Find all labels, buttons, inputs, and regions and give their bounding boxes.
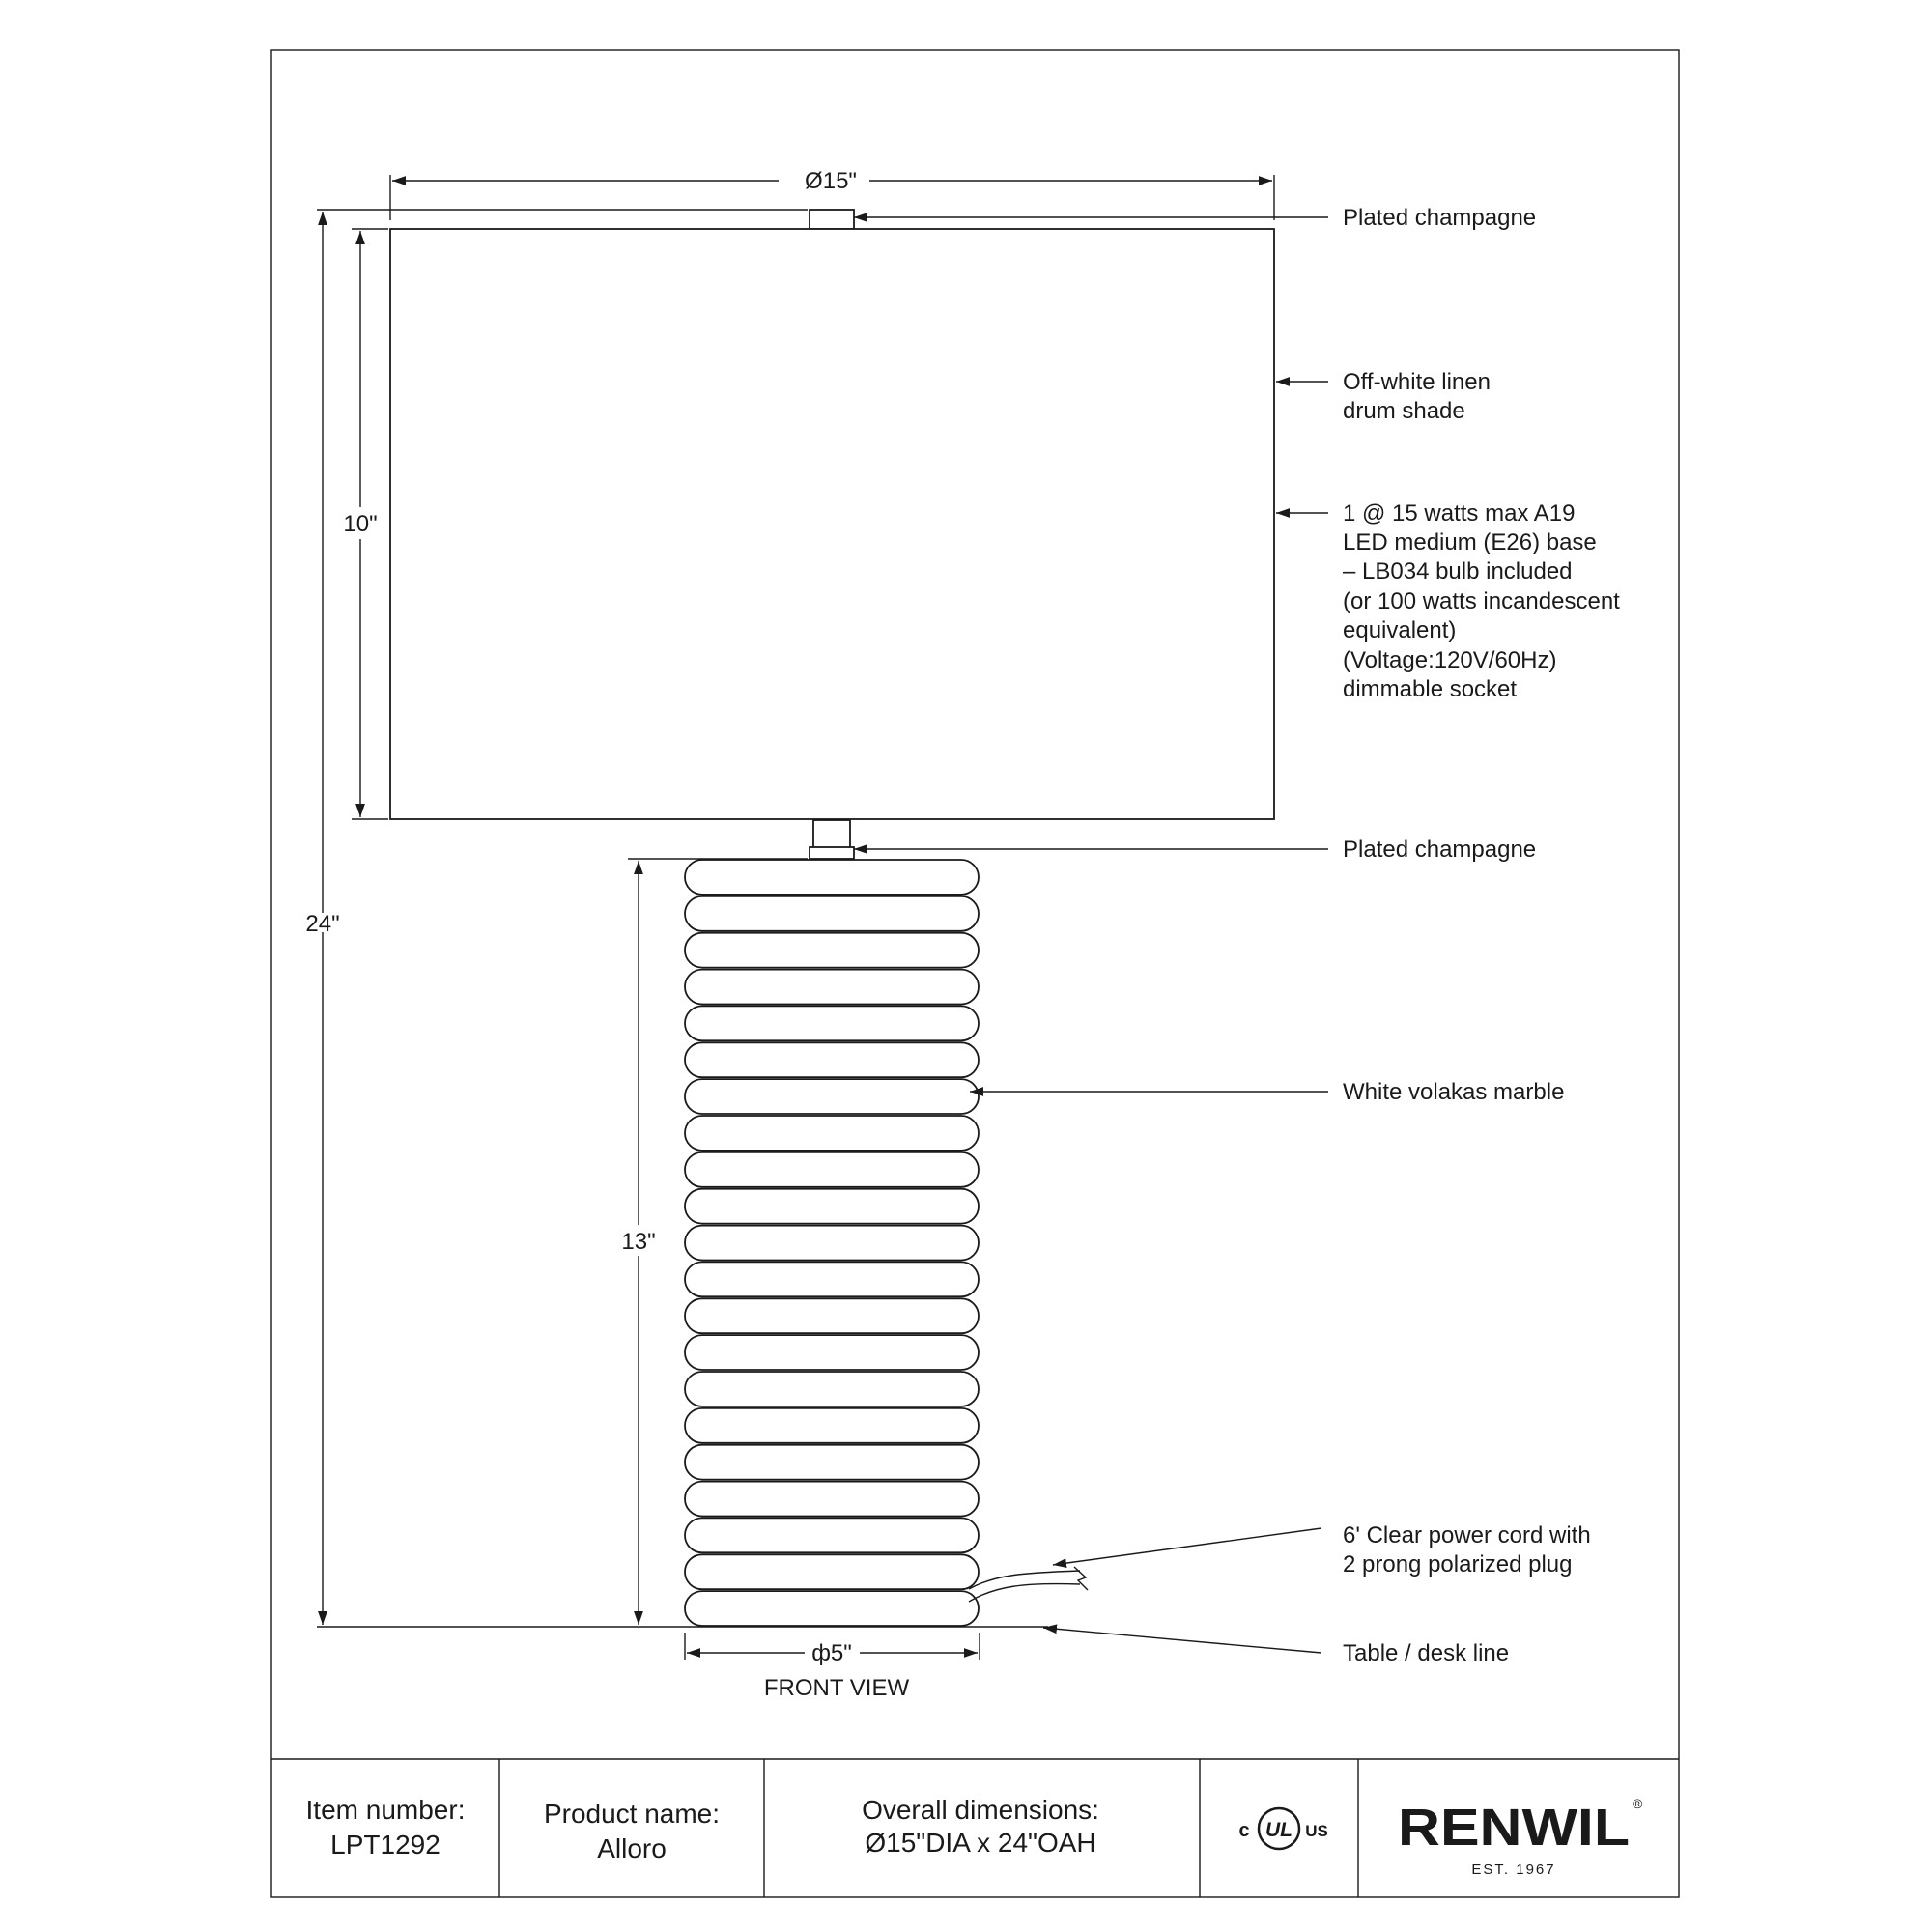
power-cord-lower [969, 1584, 1080, 1602]
base-rib [685, 860, 979, 895]
neck-cap [810, 847, 854, 859]
drum-shade [390, 229, 1274, 819]
item-number-label: Item number: [305, 1795, 466, 1825]
lamp-front-view [317, 210, 1274, 1627]
power-cord [969, 1571, 1080, 1589]
base-rib [685, 970, 979, 1005]
base-rib [685, 1445, 979, 1480]
base-rib [685, 1298, 979, 1333]
callout-bulb-1: 1 @ 15 watts max A19 [1343, 500, 1576, 526]
callout-bulb-4: (or 100 watts incandescent [1343, 588, 1620, 614]
base-rib [685, 1372, 979, 1406]
base-rib [685, 1226, 979, 1261]
dim-base-diameter: ф5" [811, 1640, 852, 1666]
callout-cord-1: 6' Clear power cord with [1343, 1522, 1591, 1548]
base-rib [685, 1554, 979, 1589]
brand-established: EST. 1967 [1471, 1861, 1556, 1878]
callout-shade-2: drum shade [1343, 398, 1465, 424]
base-rib [685, 1591, 979, 1626]
dim-shade-diameter: Ø15" [805, 168, 857, 194]
base-rib [685, 1518, 979, 1552]
neck-stem [813, 820, 850, 848]
base-rib [685, 896, 979, 931]
dim-overall-height: 24" [305, 911, 340, 937]
base-rib [685, 1042, 979, 1077]
overall-dimensions-value: Ø15"DIA x 24"OAH [865, 1828, 1096, 1858]
product-name-value: Alloro [597, 1833, 667, 1863]
callout-bulb-5: equivalent) [1343, 617, 1457, 643]
ul-logo-ul: UL [1265, 1819, 1293, 1841]
brand-registered-mark: ® [1633, 1796, 1643, 1811]
base-rib [685, 1079, 979, 1114]
base-rib [685, 1006, 979, 1040]
base-rib [685, 1335, 979, 1370]
ul-logo-c: c [1238, 1820, 1250, 1841]
base-rib [685, 1152, 979, 1187]
title-block [271, 1759, 1679, 1897]
finial [810, 210, 854, 229]
base-rib [685, 1262, 979, 1296]
overall-dimensions-label: Overall dimensions: [862, 1795, 1099, 1825]
callout-cord-2: 2 prong polarized plug [1343, 1551, 1573, 1577]
callout-bulb-2: LED medium (E26) base [1343, 529, 1597, 555]
ul-logo-us: US [1305, 1822, 1328, 1840]
base-rib [685, 1482, 979, 1517]
callout-table: Table / desk line [1343, 1640, 1510, 1666]
callout-neck: Plated champagne [1343, 837, 1537, 863]
product-name-label: Product name: [543, 1799, 721, 1829]
callout-shade-1: Off-white linen [1343, 369, 1491, 395]
callout-bulb-6: (Voltage:120V/60Hz) [1343, 647, 1557, 673]
ul-listed-logo [1238, 1808, 1327, 1849]
item-number-value: LPT1292 [330, 1830, 440, 1860]
callout-bulb-7: dimmable socket [1343, 676, 1518, 702]
callout-base: White volakas marble [1343, 1079, 1565, 1105]
dim-shade-height: 10" [343, 511, 378, 537]
base-rib [685, 1116, 979, 1151]
base-rib [685, 933, 979, 968]
callout-bulb-3: – LB034 bulb included [1343, 558, 1573, 584]
ribbed-marble-base [685, 860, 979, 1626]
dim-base-height: 13" [621, 1229, 656, 1255]
callout-finial: Plated champagne [1343, 205, 1537, 231]
base-rib [685, 1189, 979, 1224]
base-rib [685, 1408, 979, 1443]
brand-logo: RENWIL [1398, 1799, 1630, 1857]
view-label: FRONT VIEW [763, 1675, 910, 1701]
